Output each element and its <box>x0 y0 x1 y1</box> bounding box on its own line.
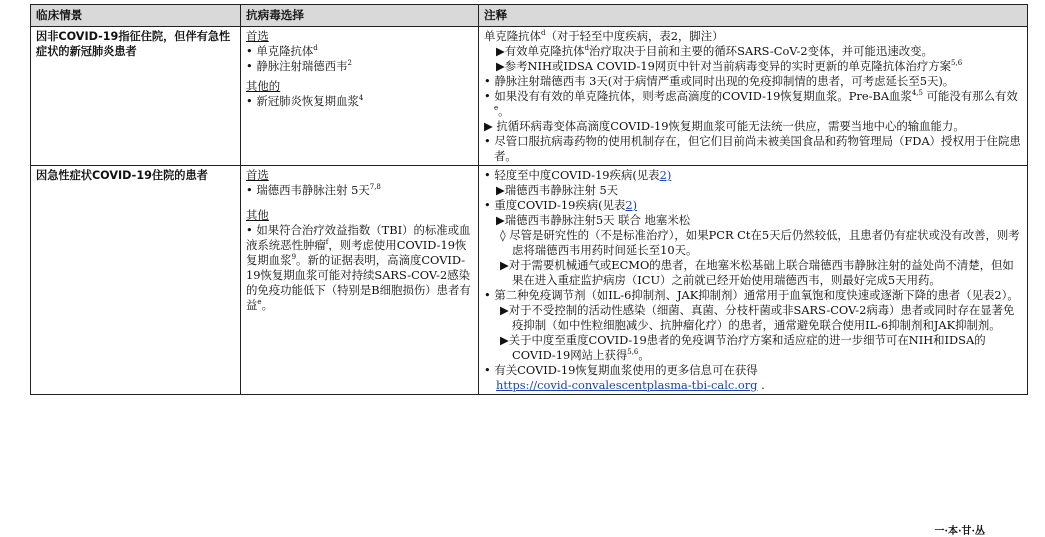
note-text: • 轻度至中度COVID-19疾病(见表 <box>484 168 660 182</box>
note-text: （对于轻至中度疾病，表2，脚注） <box>545 29 724 43</box>
options-cell <box>241 27 479 166</box>
note-text: . <box>757 378 765 392</box>
table-link[interactable]: 2) <box>625 198 638 212</box>
ref-sup: e <box>257 298 262 307</box>
note-text: 可能没有那么有效 <box>926 89 1018 103</box>
ref-sup: d <box>540 29 546 38</box>
other-label: 其他的 <box>246 79 281 93</box>
table-row <box>31 166 1028 395</box>
notes-cell: • 轻度至中度COVID-19疾病(见表2) ▶瑞德西韦静脉注射 5天 • 重度COVID-19疾病(见表2) ▶瑞德西韦静脉注射5天 联合 地塞米松 ◊ 尽管是研究性的（不是标准治疗），如果PCR Ct在5天后仍然较低，且患者仍有症状或没有改善，则考虑将瑞德西韦用药时间延长至10天。 ▶对于需要机械通气或ECMO的患者，在地塞米松基础上联合瑞德西韦静脉注射的益处尚不清楚，但如果在进入重症监护病房（ICU）之前就已经开始使用瑞德西韦，则最好完成5天用药。 • 第二种免疫调节剂（如IL-6抑制剂、JAK抑制剂）通常用于血氧饱和度快速或逐渐下降的患者（见表2）。 ▶对于不受控制的活动性感染（细菌、真菌、分枝杆菌或非SARS-COV-2病毒）患者或同时存在显著免疫抑制（如中性粒细胞减少、抗肿瘤化疗）的患者，通常避免联合使用IL-6抑制剂和JAK抑制剂。 ▶关于中度至重度COVID-19患者的免疫调节治疗方案和适应症的进一步细节可在NIH和IDSA的COVID-19网站上获得$^{5,6}$。 • 有关COVID-19恢复期血浆使用的更多信息可在获得 https://covid-convalescentplasma-tbi-calc.org . <box>479 166 1028 395</box>
note-text: • 第二种免疫调节剂（如IL-6抑制剂、JAK抑制剂）通常用于血氧饱和度快速或逐渐下降的患者（见表2）。 <box>484 288 1019 302</box>
header-row <box>31 5 1028 27</box>
notes-cell: 单克隆抗体$^d$（对于轻至中度疾病，表2，脚注） ▶有效单克隆抗体$^d$治疗取决于目前和主要的循环SARS-CoV-2变体，并可能迅速改变。 ▶参考NIH或IDSA COVID-19网页中针对当前病毒变异的实时更新的单克隆抗体治疗方案$^{5,6}$ • 静脉注射瑞德西韦 3天(对于病情严重或同时出现的免疫抑制情的患者，可考虑延长至5天)。 • 如果没有有效的单克隆抗体，则考虑高滴度的COVID-19恢复期血浆。Pre-BA血浆$^{4,5}$ 可能没有那么有效$^e$。 ▶ 抗循环病毒变体高滴度COVID-19恢复期血浆可能无法统一供应，需要当地中心的输血能力。 • 尽管口服抗病毒药物的使用机制存在，但它们目前尚未被美国食品和药物管理局（FDA）授权用于住院患者。 <box>479 27 1028 166</box>
ref-sup: 5,6 <box>627 348 639 357</box>
ref-sup: 4 <box>358 94 364 103</box>
note-text: • 尽管口服抗病毒药物的使用机制存在，但它们目前尚未被美国食品和药物管理局（FDA）授权用于住院患者。 <box>484 134 1021 163</box>
ref-sup: d <box>584 44 589 53</box>
table-link[interactable]: 2) <box>659 168 672 182</box>
header-antiviral: 抗病毒选择 <box>241 5 479 27</box>
note-text: • 如果没有有效的单克隆抗体，则考虑高滴度的COVID-19恢复期血浆。Pre-BA血浆 <box>484 89 912 103</box>
option-item: • 瑞德西韦静脉注射 5天 <box>246 183 370 197</box>
table-row <box>31 27 1028 166</box>
other-label: 其他 <box>246 208 269 222</box>
options-cell: 首选 • 瑞德西韦静脉注射 5天$^{7,8}$ 其他 • 如果符合治疗效益指数（TBI）的标准或血液系统恶性肿瘤$^f$，则考虑使用COVID-19恢复期血浆$^9$。新的证据表明，高滴度COVID-19恢复期血浆可能对持续SARS-COV-2感染的免疫功能低下（特别是B细胞损伤）患者有益$^e$。 <box>241 166 479 395</box>
guideline-table <box>30 4 1028 395</box>
note-text: 单克隆抗体 <box>484 29 541 43</box>
note-text: ▶对于需要机械通气或ECMO的患者，在地塞米松基础上联合瑞德西韦静脉注射的益处尚不清楚，但如果在进入重症监护病房（ICU）之前就已经开始使用瑞德西韦，则最好完成5天用药。 <box>500 258 1014 287</box>
ref-sup: 9 <box>291 253 297 262</box>
note-text: • 有关COVID-19恢复期血浆使用的更多信息可在获得 <box>484 363 758 377</box>
note-text: ◊ 尽管是研究性的（不是标准治疗），如果PCR Ct在5天后仍然较低，且患者仍有症状或没有改善，则考虑将瑞德西韦用药时间延长至10天。 <box>500 228 1020 257</box>
note-text: ▶有效单克隆抗体 <box>496 44 585 58</box>
option-item: • 单克隆抗体 <box>246 44 314 58</box>
option-item: ，则考虑使用COVID-19恢复期血浆 <box>246 238 467 267</box>
note-text: • 重度COVID-19疾病(见表 <box>484 198 626 212</box>
ref-sup: e <box>494 104 499 113</box>
preferred-label: 首选 <box>246 29 269 43</box>
ref-sup: 2 <box>347 59 352 68</box>
scenario-cell <box>31 166 241 395</box>
option-item: 。新的证据表明，高滴度COVID-19恢复期血浆可能对持续SARS-COV-2感染的免疫功能低下（特别是B细胞损伤）患者有益 <box>246 253 471 312</box>
header-notes: 注释 <box>479 5 1028 27</box>
ref-sup: 4,5 <box>911 89 923 98</box>
ref-sup: f <box>325 238 329 247</box>
note-text: ▶关于中度至重度COVID-19患者的免疫调节治疗方案和适应症的进一步细节可在NIH和IDSA的COVID-19网站上获得 <box>500 333 986 362</box>
ref-sup: 7,8 <box>369 183 381 192</box>
header-scenario: 临床情景 <box>31 5 241 27</box>
note-text: 治疗取决于目前和主要的循环SARS-CoV-2变体，并可能迅速改变。 <box>588 44 933 58</box>
note-text: ▶ 抗循环病毒变体高滴度COVID-19恢复期血浆可能无法统一供应，需要当地中心的输血能力。 <box>484 119 965 133</box>
option-item: • 如果符合治疗效益指数（TBI）的标准或血液系统恶性肿瘤 <box>246 223 471 252</box>
note-text: • 静脉注射瑞德西韦 3天(对于病情严重或同时出现的免疫抑制情的患者，可考虑延长至5天)。 <box>484 74 955 88</box>
scenario-text: 因非COVID-19指征住院，但伴有急性症状的新冠肺炎患者 <box>36 30 231 58</box>
note-text: ▶瑞德西韦静脉注射5天 联合 地塞米松 <box>496 213 691 227</box>
scenario-text: 因急性症状COVID-19住院的患者 <box>36 169 208 182</box>
note-text: ▶参考NIH或IDSA COVID-19网页中针对当前病毒变异的实时更新的单克隆抗体治疗方案 <box>496 59 952 73</box>
note-text: ▶对于不受控制的活动性感染（细菌、真菌、分枝杆菌或非SARS-COV-2病毒）患者或同时存在显著免疫抑制（如中性粒细胞减少、抗肿瘤化疗）的患者，通常避免联合使用IL-6抑制剂和JAK抑制剂。 <box>500 303 1015 332</box>
option-item: • 静脉注射瑞德西韦 <box>246 59 348 73</box>
note-text: ▶瑞德西韦静脉注射 5天 <box>496 183 619 197</box>
footer-fragment: 一·本·甘·丛 <box>934 526 985 537</box>
preferred-label: 首选 <box>246 168 269 182</box>
ref-sup: 5,6 <box>951 59 963 68</box>
ref-sup: d <box>313 44 318 53</box>
plasma-calc-link[interactable]: https://covid-convalescentplasma-tbi-calc.org <box>496 378 758 392</box>
scenario-cell <box>31 27 241 166</box>
option-item: • 新冠肺炎恢复期血浆 <box>246 94 359 108</box>
